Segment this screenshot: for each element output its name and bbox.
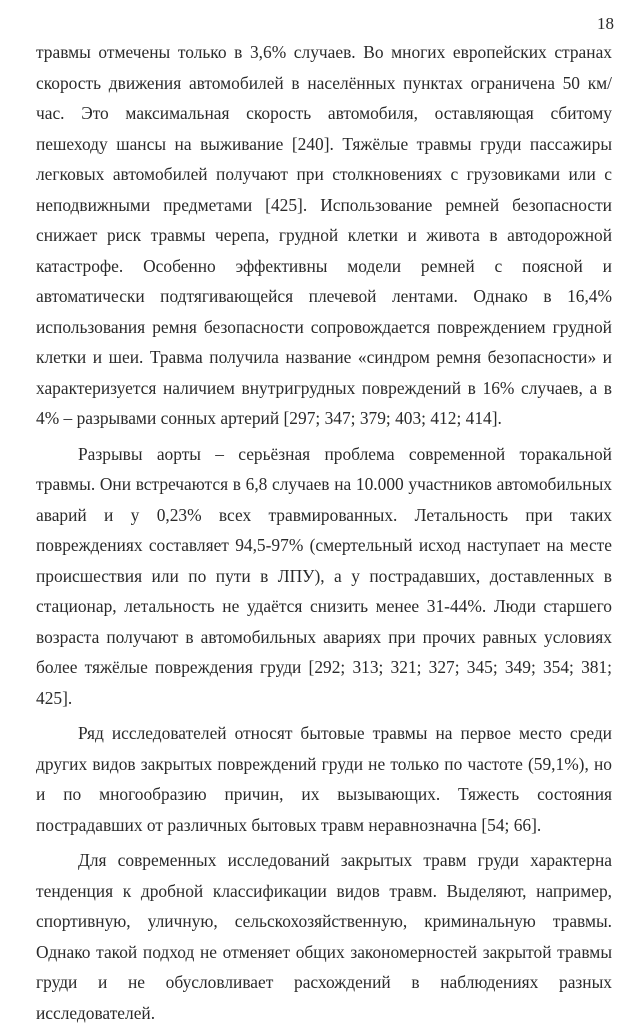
body-text: [36, 37, 612, 1028]
paragraph-2: Разрывы аорты – серьёзная проблема современной торакальной травмы. Они встречаются в 6,8 случаев на 10.000 участников автомобильных аварий и у 0,23% всех травмированных. Летальность при таких повреждениях составляет 94,5-97% (смертельный исход наступает на месте происшествия или по пути в ЛПУ), а у пострадавших, доставленных в стационар, летальность не удаётся снизить менее 31-44%. Люди старшего возраста получают в автомобильных авариях при прочих равных условиях более тяжёлые повреждения груди [292; 313; 321; 327; 345; 349; 354; 381; 425].: [36, 443, 612, 708]
paragraph-1: травмы отмечены только в 3,6% случаев. Во многих европейских странах скорость движения автомобилей в населённых пунктах ограничена 50 км/час. Это максимальная скорость автомобиля, оставляющая сбитому пешеходу шансы на выживание [240]. Тяжёлые травмы груди пассажиры легковых автомобилей получают при столкновениях с грузовиками или с неподвижными предметами [425]. Использование ремней безопасности снижает риск травмы черепа, грудной клетки и живота в автодорожной катастрофе. Особенно эффективны модели ремней с поясной и автоматически подтягивающейся плечевой лентами. Однако в 16,4% использования ремня безопасности сопровождается повреждением грудной клетки и шеи. Травма получила название «синдром ремня безопасности» и характеризуется наличием внутригрудных повреждений в 16% случаев, а в 4% – разрывами сонных артерий [297; 347; 379; 403; 412; 414].: [36, 42, 612, 428]
paragraph-3: Ряд исследователей относят бытовые травмы на первое место среди других видов закрытых повреждений груди не только по частоте (59,1%), но и по многообразию причин, их вызывающих. Тяжесть состояния пострадавших от различных бытовых травм неравнозначна [54; 66].: [36, 723, 612, 835]
page-number: 18: [597, 14, 614, 33]
paragraph-4: Для современных исследований закрытых травм груди характерна тенденция к дробной классификации видов травм. Выделяют, например, спортивную, уличную, сельскохозяйственную, криминальную травмы. Однако такой подход не отменяет общих закономерностей закрытой травмы груди и не обусловливает расхождений в наблюдениях разных исследователей.: [36, 850, 612, 1023]
